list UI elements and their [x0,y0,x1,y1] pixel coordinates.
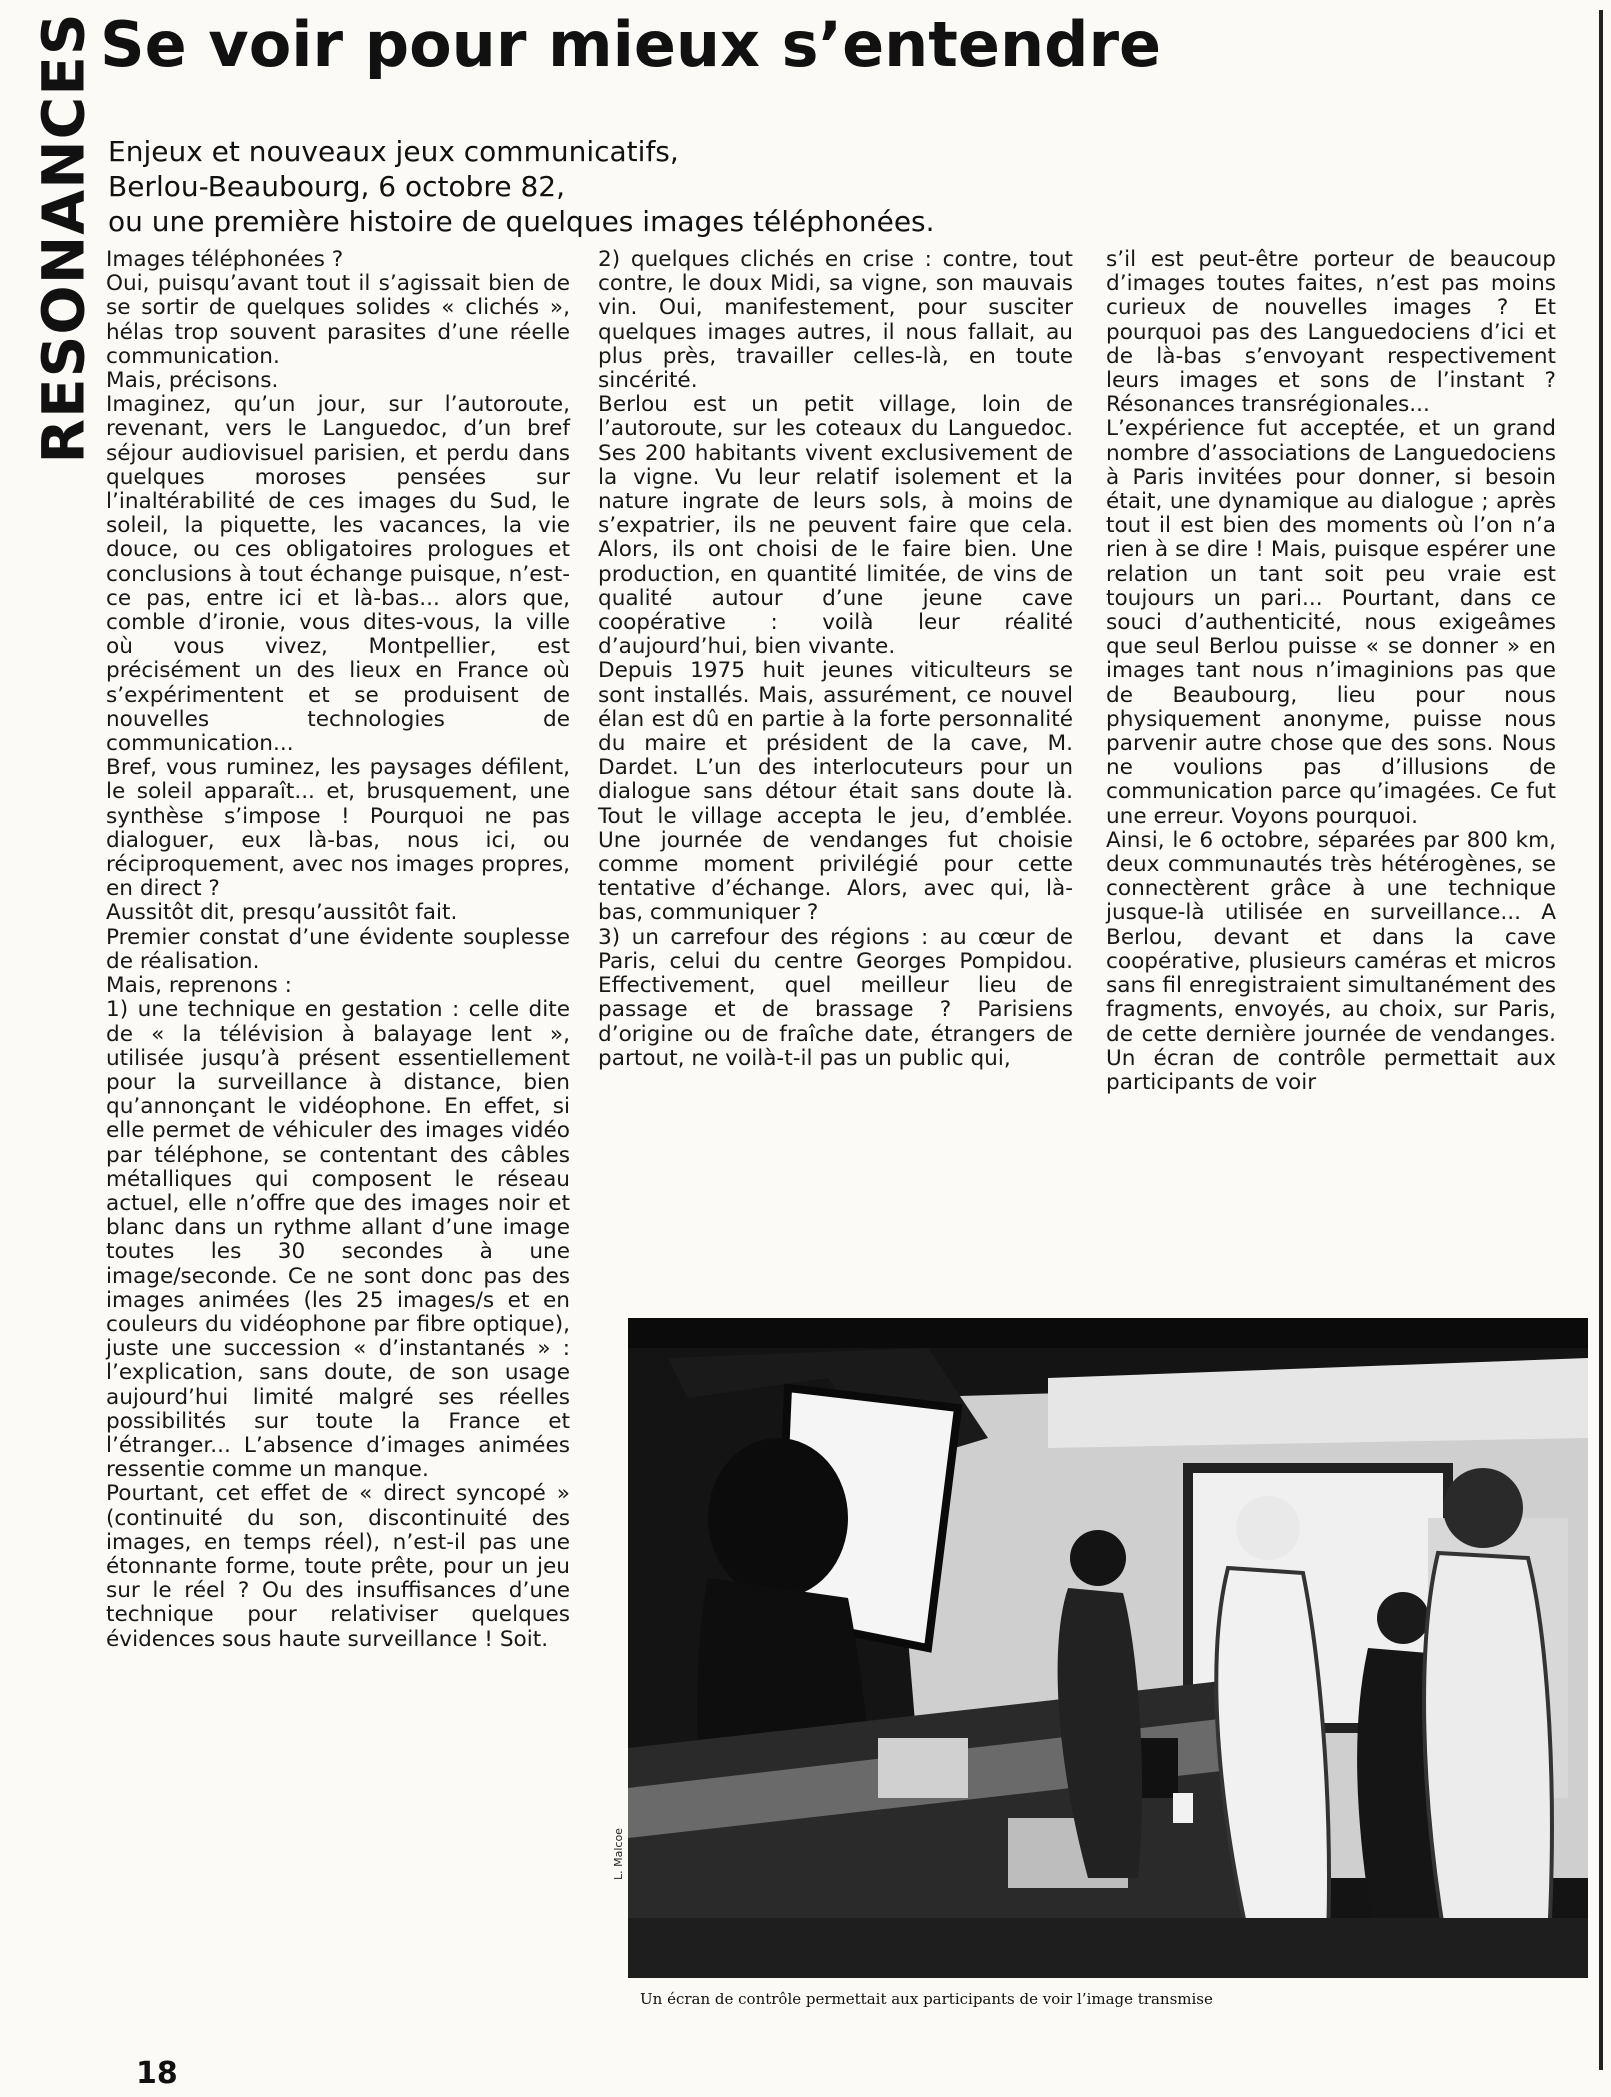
paragraph: Images téléphonées ? [106,247,344,272]
text-column-3 [1106,248,1556,1095]
article-deck [108,134,935,239]
paragraph: Pourtant, cet effet de « direct syncopé » (continuité du son, discontinuité des images, en temps réel), n’est-il pas une étonnante forme, toute prête, pour un jeu sur le réel ? Ou des insuffisances d’une technique pour relativiser quelques évidences sous haute surveillance ! Soit. [106,1481,570,1652]
photo-caption: Un écran de contrôle permettait aux participants de voir l’image transmise [640,1990,1213,2008]
paragraph: s’il est peut-être porteur de beaucoup d’images toutes faites, n’est pas moins curieux de nouvelles images ? Et pourquoi pas des Languedociens d’ici et de là-bas s’envoyant respectivement leurs images et sons de l’instant ? Résonances transrégionales... [1106,247,1556,418]
article-headline: Se voir pour mieux s’entendre [100,8,1162,81]
paragraph: Mais, reprenons : [106,973,292,999]
paragraph: 2) quelques clichés en crise : contre, tout contre, le doux Midi, sa vigne, son mauvais vin. Oui, manifestement, pour susciter quelques images autres, il nous fallait, au plus près, travailler celles-là, en toute sincérité. [598,247,1073,394]
paragraph: Ainsi, le 6 octobre, séparées par 800 km, deux communautés très hétérogènes, se connectèrent grâce à une technique jusque-là utilisée en surveillance... A Berlou, devant et dans la cave coopérative, plusieurs caméras et micros sans fil enregistraient simultanément des fragments, envoyés, au choix, sur Paris, de cette dernière journée de vendanges. Un écran de contrôle permettait aux participants de voir [1106,827,1556,1095]
section-rubric-label: RESONANCES [30,12,99,464]
deck-line: ou une première histoire de quelques images téléphonées. [108,205,935,238]
page-number: 18 [136,2056,178,2091]
press-photo [628,1318,1588,1978]
paragraph: Mais, précisons. [106,368,279,394]
paragraph: L’expérience fut acceptée, et un grand nombre d’associations de Languedociens à Paris invitées pour donner, si besoin était, une dynamique au dialogue ; après tout il est bien des moments où l’on n’a rien à se dire ! Mais, puisque espérer une relation un tant soit peu vraie est toujours un pari... Pourtant, dans ce souci d’authenticité, nous exigeâmes que seul Berlou puisse « se donner » en images tant nous n’imaginions pas que de Beaubourg, lieu pour nous physiquement anonyme, puisse nous parvenir autre chose que des sons. Nous ne voulions pas d’illusions de communication parce qu’imagées. Ce fut une erreur. Voyons pourquoi. [1106,416,1556,829]
paragraph: 1) une technique en gestation : celle dite de « la télévision à balayage lent », utilisée jusqu’à présent essentiellement pour la surveillance à distance, bien qu’annonçant le vidéophone. En effet, si elle permet de véhiculer des images vidéo par téléphone, se contentant des câbles métalliques qui composent le réseau actuel, elle n’offre que des images noir et blanc dans un rythme allant d’une image toutes les 30 secondes à une image/seconde. Ce ne sont donc pas des images animées (les 25 images/s et en couleurs du vidéophone par fibre optique), juste une succession « d’instantanés » : l’explication, sans doute, de son usage aujourd’hui limité malgré ses réelles possibilités sur toute la France et l’étranger... L’absence d’images animées ressentie comme un manque. [106,997,570,1483]
section-rubric [28,12,100,464]
paragraph: Oui, puisqu’avant tout il s’agissait bien de se sortir de quelques solides « clichés », hélas trop souvent parasites d’une réelle communication. [106,271,570,369]
photo-credit: L. Malcoe [612,1828,625,1880]
paragraph: Bref, vous ruminez, les paysages défilent, le soleil apparaît... et, brusquement, une synthèse s’impose ! Pourquoi ne pas dialoguer, eux là-bas, nous ici, ou réciproquement, avec nos images propres, en direct ? [106,755,570,902]
page-edge-rule [1599,10,1603,2070]
paragraph: Berlou est un petit village, loin de l’autoroute, sur les coteaux du Languedoc. Ses 200 habitants vivent exclusivement de la vigne. Vu leur relatif isolement et la nature ingrate de leurs sols, à moins de s’expatrier, ils ne peuvent faire que cela. Alors, ils ont choisi de le faire bien. Une production, en quantité limitée, de vins de qualité autour d’une jeune cave coopérative : voilà leur réalité d’aujourd’hui, bien vivante. [598,392,1073,660]
photo-illustration [628,1318,1588,1978]
paragraph: Imaginez, qu’un jour, sur l’autoroute, revenant, vers le Languedoc, d’un bref séjour audiovisuel parisien, et perdu dans quelques moroses pensées sur l’inaltérabilité de ces images du Sud, le soleil, la piquette, les vacances, la vie douce, ou ces obligatoires prologues et conclusions à tout échange puisque, n’est-ce pas, entre ici et là-bas... alors que, comble d’ironie, vous dites-vous, la ville où vous vivez, Montpellier, est précisément un des lieux en France où s’expérimentent et se produisent de nouvelles technologies de communication... [106,392,570,757]
paragraph: 3) un carrefour des régions : au cœur de Paris, celui du centre Georges Pompidou. Effectivement, quel meilleur lieu de passage et de brassage ? Parisiens d’origine ou de fraîche date, étrangers de partout, ne voilà-t-il pas un public qui, [598,924,1073,1071]
paragraph: Aussitôt dit, presqu’aussitôt fait. [106,900,458,926]
paragraph: Depuis 1975 huit jeunes viticulteurs se sont installés. Mais, assurément, ce nouvel élan est dû en partie à la forte personnalité du maire et président de la cave, M. Dardet. L’un des interlocuteurs pour un dialogue sans détour était sans doute là. Tout le village accepta le jeu, d’emblée. Une journée de vendanges fut choisie comme moment privilégié pour cette tentative d’échange. Alors, avec qui, là-bas, communiquer ? [598,658,1073,926]
paragraph: Premier constat d’une évidente souplesse de réalisation. [106,924,570,974]
deck-line: Enjeux et nouveaux jeux communicatifs, [108,135,679,168]
text-column-1 [106,248,570,1652]
deck-line: Berlou-Beaubourg, 6 octobre 82, [108,170,565,203]
text-column-2 [598,248,1073,1071]
